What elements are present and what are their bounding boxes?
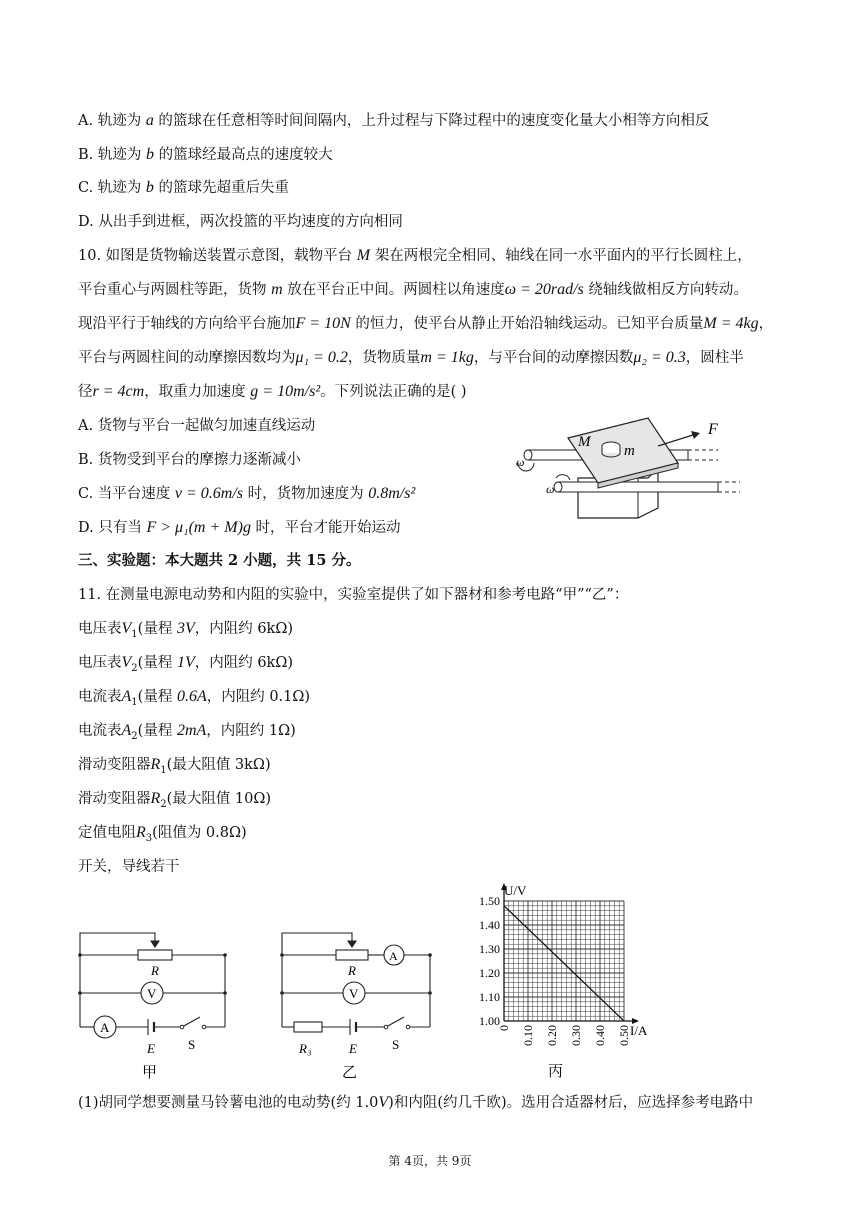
graph-bing-label: 丙 xyxy=(548,1064,564,1080)
q9-option-a: A. 轨迹为 a 的篮球在任意相等时间间隔内，上升过程与下降过程中的速度变化量大小相等方向相反 xyxy=(78,112,710,129)
x-tick-label: 0.20 xyxy=(545,1025,559,1046)
q11-intro: 11. 在测量电源电动势和内阻的实验中，实验室提供了如下器材和参考电路“甲”“乙”： xyxy=(78,587,629,603)
q11-item-5: 滑动变阻器$R_1$(最大阻值 3kΩ) xyxy=(78,756,271,776)
circuit-jia xyxy=(70,925,240,1085)
circuit-yi xyxy=(272,925,442,1085)
fig-label-M: M xyxy=(578,434,591,450)
x-tick-label: 0.10 xyxy=(521,1025,535,1046)
y-tick-label: 1.30 xyxy=(479,942,500,956)
q10-stem-line2: 平台重心与两圆柱等距，货物 m 放在平台正中间。两圆柱以角速度ω = 20rad/s 绕轴线做相反方向转动。 xyxy=(78,281,748,298)
jia-label-S: S xyxy=(188,1037,196,1052)
x-tick-label: 0.50 xyxy=(617,1025,631,1046)
fig-label-F: F xyxy=(708,421,718,438)
q10-stem-line4: 平台与两圆柱间的动摩擦因数均为μ₁ = 0.2，货物质量m = 1kg，与平台间的动摩擦因数μ₂ = 0.3，圆柱半 xyxy=(78,349,744,366)
q11-item-misc: 开关，导线若干 xyxy=(78,859,180,875)
section-3-heading: 三、实验题：本大题共 2 小题，共 15 分。 xyxy=(78,552,361,569)
x-tick-label: 0.30 xyxy=(569,1025,583,1046)
fig-label-m: m xyxy=(624,443,635,459)
q11-item-4: 电流表$A_2$(量程 2mA，内阻约 1Ω) xyxy=(78,722,296,742)
jia-voltmeter-V: V xyxy=(147,986,157,1001)
y-axis-label: U/V xyxy=(504,883,527,898)
y-tick-label: 1.50 xyxy=(479,894,500,908)
yi-label-R3: R₃ xyxy=(299,1041,312,1056)
yi-label-R: R xyxy=(348,963,356,978)
q10-platform-figure xyxy=(508,408,748,528)
q9-option-c: C. 轨迹为 b 的篮球先超重后失重 xyxy=(78,179,290,196)
fig-label-omega-1: ω xyxy=(516,455,525,469)
q10-stem-line5: 径r = 4cm，取重力加速度 g = 10m/s²。下列说法正确的是( ) xyxy=(78,383,467,400)
yi-label-S: S xyxy=(392,1037,400,1052)
q9-option-d: D. 从出手到进框，两次投篮的平均速度的方向相同 xyxy=(78,214,403,230)
fig-label-omega-2: ω xyxy=(546,482,555,496)
circuit-jia-label: 甲 xyxy=(142,1065,158,1081)
q11-item-1: 电压表$V_1$(量程 3V，内阻约 6kΩ) xyxy=(78,620,294,640)
circuit-yi-label: 乙 xyxy=(342,1065,358,1081)
x-tick-label: 0.40 xyxy=(593,1025,607,1046)
q10-option-c: C. 当平台速度 v = 0.6m/s 时，货物加速度为 0.8m/s² xyxy=(78,485,416,502)
x-axis-label: I/A xyxy=(630,1023,648,1038)
ui-chart xyxy=(460,878,670,1088)
y-tick-label: 1.20 xyxy=(479,966,500,980)
yi-ammeter-A: A xyxy=(389,949,398,963)
x-tick-label: 0 xyxy=(497,1025,511,1031)
jia-label-R: R xyxy=(151,963,159,978)
y-tick-label: 1.10 xyxy=(479,990,500,1004)
yi-label-E: E xyxy=(349,1041,357,1056)
jia-label-E: E xyxy=(147,1041,155,1056)
q10-stem-line3: 现沿平行于轴线的方向给平台施加F = 10N 的恒力，使平台从静止开始沿轴线运动。已知平台质量M = 4kg， xyxy=(78,315,774,332)
q10-option-b: B. 货物受到平台的摩擦力逐渐减小 xyxy=(78,452,301,468)
q11-item-7: 定值电阻$R_3$(阻值为 0.8Ω) xyxy=(78,824,247,844)
q9-option-b: B. 轨迹为 b 的篮球经最高点的速度较大 xyxy=(78,146,333,163)
q10-option-a: A. 货物与平台一起做匀加速直线运动 xyxy=(78,418,316,434)
page-footer: 第 4页，共 9页 xyxy=(388,1154,472,1168)
yi-voltmeter-V: V xyxy=(349,986,359,1001)
y-tick-label: 1.40 xyxy=(479,918,500,932)
jia-ammeter-A: A xyxy=(100,1020,110,1035)
q11-part1: (1)胡同学想要测量马铃薯电池的电动势(约 1.0V)和内阻(约几千欧)。选用合适器材后，应选择参考电路中 xyxy=(78,1094,754,1111)
q11-item-6: 滑动变阻器$R_2$(最大阻值 10Ω) xyxy=(78,790,272,810)
q10-stem-line1: 10. 如图是货物输送装置示意图，载物平台 M 架在两根完全相同、轴线在同一水平面内的平行长圆柱上， xyxy=(78,247,752,264)
q10-option-d: D. 只有当 F > μ₁(m + M)g 时，平台才能开始运动 xyxy=(78,519,401,536)
y-tick-label: 1.00 xyxy=(479,1014,500,1028)
q11-item-2: 电压表$V_2$(量程 1V，内阻约 6kΩ) xyxy=(78,654,294,674)
q11-item-3: 电流表$A_1$(量程 0.6A，内阻约 0.1Ω) xyxy=(78,688,311,708)
